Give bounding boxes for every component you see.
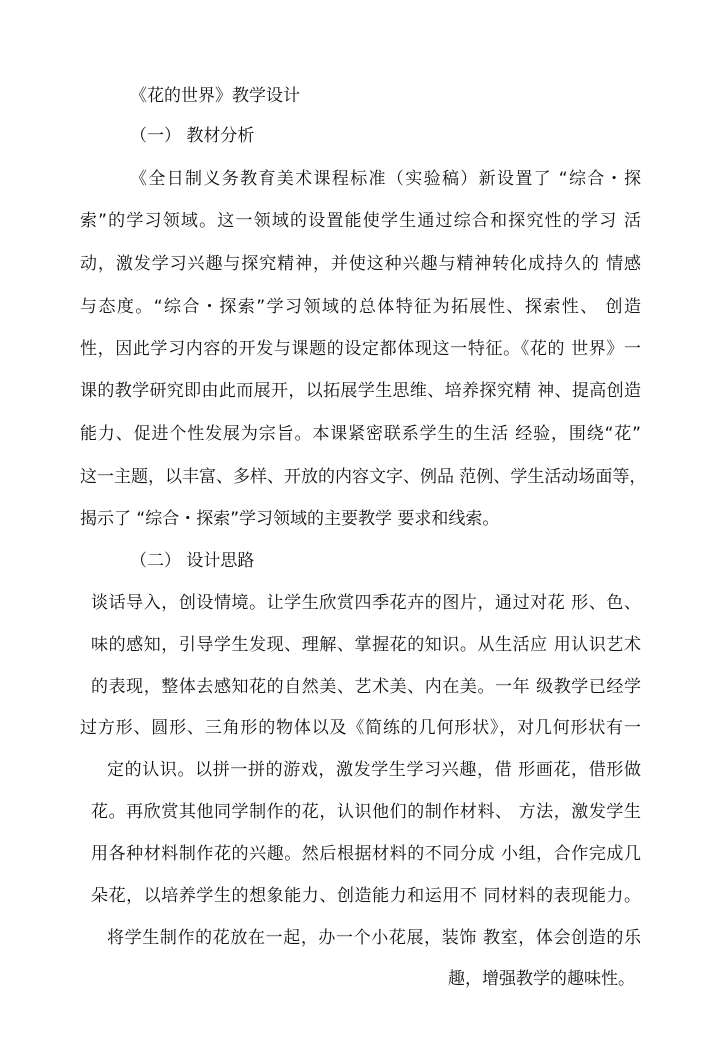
paragraph-line: 性，因此学习内容的开发与课题的设定都体现这一特征。《花的 世界》一 <box>80 339 641 359</box>
paragraph-line: 这一主题，以丰富、多样、开放的内容文字、例品 范例、学生活动场面等， <box>80 467 647 487</box>
paragraph-line: 朵花，以培养学生的想象能力、创造能力和运用不 同材料的表现能力。 <box>91 886 641 906</box>
paragraph-line: 用各种材料制作花的兴趣。然后根据材料的不同分成 小组，合作完成几 <box>91 844 641 864</box>
paragraph-line: 课的教学研究即由此而展开，以拓展学生思维、培养探究精 神、提高创造 <box>80 381 641 401</box>
document-title: 《花的世界》教学设计 <box>130 86 300 106</box>
paragraph-line: 与态度。“综合・探索”学习领域的总体特征为拓展性、探索性、 创造 <box>80 297 641 317</box>
paragraph-line: 的表现，整体去感知花的自然美、艺术美、内在美。一年 级教学已经学 <box>91 677 641 697</box>
paragraph-line: 揭示了 “综合・探索”学习领域的主要教学 要求和线索。 <box>80 509 500 529</box>
section-heading-design: （二） 设计思路 <box>130 551 255 571</box>
paragraph-line: 动，激发学习兴趣与探究精神，并使这种兴趣与精神转化成持久的 情感 <box>80 254 641 274</box>
paragraph-line: 花。再欣赏其他同学制作的花，认识他们的制作材料、 方法，激发学生 <box>91 802 641 822</box>
paragraph-line: 将学生制作的花放在一起，办一个小花展，装饰 教室，体会创造的乐 <box>107 928 641 948</box>
paragraph-line: 味的感知，引导学生发现、理解、掌握花的知识。从生活应 用认识艺术 <box>91 635 641 655</box>
paragraph-line: 《全日制义务教育美术课程标准（实验稿）新设置了 “综合・探 <box>130 169 641 189</box>
paragraph-line: 过方形、圆形、三角形的物体以及《简练的几何形状》，对几何形状有一 <box>80 718 641 738</box>
paragraph-line: 谈话导入，创设情境。让学生欣赏四季花卉的图片，通过对花 形、色、 <box>91 593 641 613</box>
paragraph-line: 定的认识。以拼一拼的游戏，激发学生学习兴趣，借 形画花，借形做 <box>107 760 641 780</box>
paragraph-line: 索”的学习领域。这一领域的设置能使学生通过综合和探究性的学习 活 <box>80 211 641 231</box>
paragraph-line: 能力、促进个性发展为宗旨。本课紧密联系学生的生活 经验，围绕“花” <box>80 424 641 444</box>
section-heading-analysis: （一） 教材分析 <box>130 126 255 146</box>
paragraph-line: 趣，增强教学的趣味性。 <box>448 969 635 989</box>
